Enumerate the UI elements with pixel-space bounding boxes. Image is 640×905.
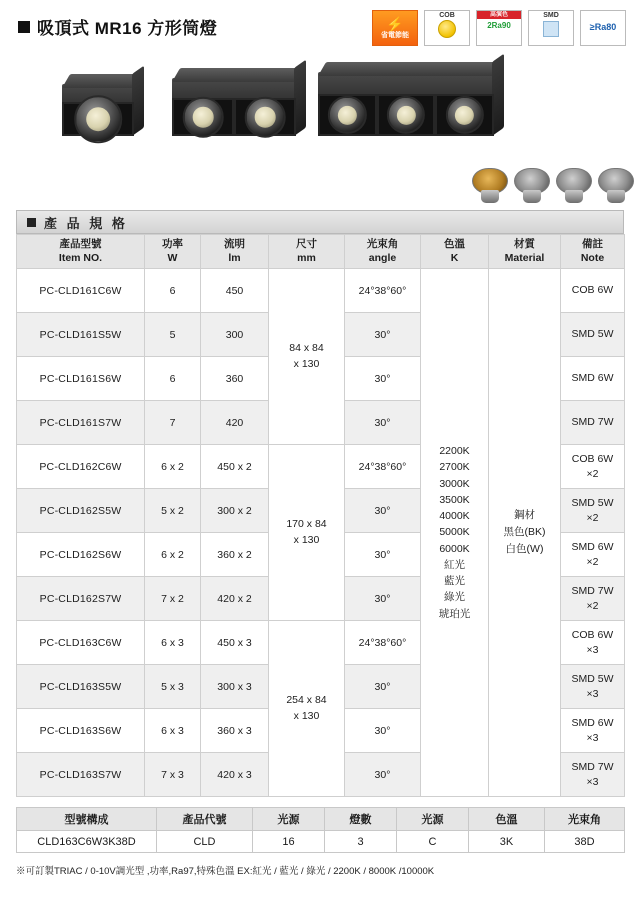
cell-watt: 6 [145, 269, 201, 313]
bulb-base-icon [481, 190, 499, 203]
col-header-lumen: 流明 lm [201, 235, 269, 269]
cell-note: SMD 5W ×2 [561, 489, 625, 533]
col-header-note: 備註 Note [561, 235, 625, 269]
smd-badge [528, 10, 574, 46]
product-photo-double-head [172, 78, 296, 136]
product-photo-single-head [62, 84, 134, 136]
col-header-beam-angle: 光束角 angle [345, 235, 421, 269]
energy-efficiency-badge [372, 10, 418, 46]
cell-model: PC-CLD161S7W [17, 401, 145, 445]
cell-cct: 2200K 2700K 3000K 3500K 4000K 5000K 6000K 紅光 藍光 綠光 琥珀光 [421, 269, 489, 797]
spec-section-title: 產 品 規 格 [44, 215, 128, 231]
ra80-badge-label: ≥Ra80 [589, 22, 617, 33]
mr16-bulb-silver-2 [556, 168, 592, 206]
code-col-source: 光源 [253, 808, 325, 831]
cell-model: PC-CLD163S5W [17, 665, 145, 709]
code-col-structure: 型號構成 [17, 808, 157, 831]
footnote: ※可訂製TRIAC / 0-10V調光型 ,功率,Ra97,特殊色溫 EX:紅光 / 藍光 / 綠光 / 2200K / 8000K /10000K [16, 866, 435, 877]
cell-note: SMD 5W ×3 [561, 665, 625, 709]
cell-angle: 30° [345, 709, 421, 753]
page-title-text: 吸頂式 MR16 方形筒燈 [37, 19, 218, 38]
cell-lumen: 450 [201, 269, 269, 313]
mr16-lamp-icon [74, 95, 122, 143]
model-code-table [16, 807, 625, 853]
cell-angle: 30° [345, 753, 421, 797]
cell-watt: 5 x 2 [145, 489, 201, 533]
cell-angle: 30° [345, 533, 421, 577]
cell-model: PC-CLD162S6W [17, 533, 145, 577]
product-photo-group [0, 56, 640, 184]
cell-note: SMD 5W [561, 313, 625, 357]
table-row [17, 269, 625, 313]
cell-watt: 5 x 3 [145, 665, 201, 709]
cell-note: SMD 7W ×3 [561, 753, 625, 797]
cell-angle: 30° [345, 401, 421, 445]
mr16-bulb-silver-1 [514, 168, 550, 206]
spec-table-body [17, 269, 625, 797]
spec-table [16, 234, 625, 797]
mr16-lamp-icon [183, 97, 224, 138]
cell-watt: 6 x 3 [145, 709, 201, 753]
cell-watt: 7 x 3 [145, 753, 201, 797]
fixture-top-face [62, 74, 142, 88]
mr16-lamp-icon [245, 97, 286, 138]
cell-note: SMD 7W [561, 401, 625, 445]
cell-lumen: 360 [201, 357, 269, 401]
energy-efficiency-badge-label: 省電節能 [381, 31, 409, 39]
fixture-lamp-slot [234, 98, 296, 136]
bulb-base-icon [565, 190, 583, 203]
cell-model: PC-CLD161C6W [17, 269, 145, 313]
cell-lumen: 420 [201, 401, 269, 445]
cell-note: COB 6W [561, 269, 625, 313]
certification-badges [372, 10, 626, 46]
high-cri-green-badge [476, 10, 522, 46]
code-col-product: 產品代號 [157, 808, 253, 831]
high-cri-badge-value: 2Ra90 [487, 21, 511, 31]
cell-material: 鋼材 黑色(BK) 白色(W) [489, 269, 561, 797]
cell-lumen: 450 x 3 [201, 621, 269, 665]
mr16-bulb-gold [472, 168, 508, 206]
cell-angle: 30° [345, 665, 421, 709]
code-value-source-type: C [397, 831, 469, 853]
cell-angle: 30° [345, 313, 421, 357]
code-col-lamp-count: 燈數 [325, 808, 397, 831]
col-header-model: 產品型號 Item NO. [17, 235, 145, 269]
cell-note: SMD 6W ×2 [561, 533, 625, 577]
cell-lumen: 420 x 3 [201, 753, 269, 797]
cell-note: SMD 6W [561, 357, 625, 401]
cob-badge-label: COB [439, 12, 455, 19]
code-value-lamp-count: 3 [325, 831, 397, 853]
spec-section-header [16, 210, 624, 234]
cell-lumen: 420 x 2 [201, 577, 269, 621]
code-header-row [17, 808, 625, 831]
cell-model: PC-CLD163S6W [17, 709, 145, 753]
code-value-beam-angle: 38D [545, 831, 625, 853]
smd-badge-label: SMD [543, 12, 559, 19]
code-col-source-type: 光源 [397, 808, 469, 831]
cell-note: COB 6W ×2 [561, 445, 625, 489]
cell-watt: 5 [145, 313, 201, 357]
title-bullet-icon [18, 21, 30, 33]
fixture-lamp-slot [62, 102, 134, 136]
fixture-top-face [318, 62, 502, 76]
cell-size-group-3: 254 x 84 x 130 [269, 621, 345, 797]
fixture-lamp-slot [435, 94, 494, 136]
code-value-cct: 3K [469, 831, 545, 853]
fixture-lamp-slot [172, 98, 234, 136]
mr16-lamp-icon [328, 96, 366, 134]
cell-size-group-1: 84 x 84 x 130 [269, 269, 345, 445]
cell-model: PC-CLD162C6W [17, 445, 145, 489]
code-value-product: CLD [157, 831, 253, 853]
cell-lumen: 360 x 3 [201, 709, 269, 753]
cell-model: PC-CLD162S7W [17, 577, 145, 621]
cell-angle: 24°38°60° [345, 445, 421, 489]
cell-model: PC-CLD161S6W [17, 357, 145, 401]
col-header-size: 尺寸 mm [269, 235, 345, 269]
cell-watt: 6 x 2 [145, 533, 201, 577]
cell-lumen: 300 x 3 [201, 665, 269, 709]
cell-note: SMD 6W ×3 [561, 709, 625, 753]
cob-chip-icon [438, 20, 456, 38]
mr16-bulb-silver-3 [598, 168, 634, 206]
col-header-material: 材質 Material [489, 235, 561, 269]
col-header-watt: 功率 W [145, 235, 201, 269]
cob-badge [424, 10, 470, 46]
cell-watt: 6 [145, 357, 201, 401]
code-value-source: 16 [253, 831, 325, 853]
cell-watt: 6 x 3 [145, 621, 201, 665]
high-cri-badge-top-label: 高演色 [477, 11, 521, 19]
cell-angle: 30° [345, 577, 421, 621]
cell-model: PC-CLD163C6W [17, 621, 145, 665]
cell-note: COB 6W ×3 [561, 621, 625, 665]
cell-lumen: 450 x 2 [201, 445, 269, 489]
cell-angle: 30° [345, 489, 421, 533]
code-value-structure: CLD163C6W3K38D [17, 831, 157, 853]
smd-chip-icon [543, 21, 559, 37]
cell-watt: 7 x 2 [145, 577, 201, 621]
cell-angle: 24°38°60° [345, 269, 421, 313]
cell-watt: 6 x 2 [145, 445, 201, 489]
spec-band-bullet-icon [27, 218, 36, 227]
mr16-lamp-icon [387, 96, 425, 134]
code-col-beam-angle: 光束角 [545, 808, 625, 831]
fixture-top-face [172, 68, 304, 82]
cell-model: PC-CLD161S5W [17, 313, 145, 357]
bolt-icon: ⚡ [386, 15, 404, 32]
bulb-base-icon [607, 190, 625, 203]
cell-lumen: 300 x 2 [201, 489, 269, 533]
cell-lumen: 360 x 2 [201, 533, 269, 577]
mr16-bulb-row [472, 168, 634, 206]
model-code-section [16, 807, 624, 853]
col-header-cct: 色溫 K [421, 235, 489, 269]
cell-angle: 30° [345, 357, 421, 401]
fixture-lamp-slot [377, 94, 436, 136]
table-header-row [17, 235, 625, 269]
mr16-lamp-icon [446, 96, 484, 134]
cell-lumen: 300 [201, 313, 269, 357]
cell-model: PC-CLD162S5W [17, 489, 145, 533]
bulb-base-icon [523, 190, 541, 203]
code-value-row [17, 831, 625, 853]
cell-model: PC-CLD163S7W [17, 753, 145, 797]
page-header [0, 0, 640, 54]
cell-angle: 24°38°60° [345, 621, 421, 665]
cell-size-group-2: 170 x 84 x 130 [269, 445, 345, 621]
cell-watt: 7 [145, 401, 201, 445]
cell-note: SMD 7W ×2 [561, 577, 625, 621]
fixture-lamp-slot [318, 94, 377, 136]
code-col-cct: 色溫 [469, 808, 545, 831]
product-photo-triple-head [318, 72, 494, 136]
ra80-badge [580, 10, 626, 46]
